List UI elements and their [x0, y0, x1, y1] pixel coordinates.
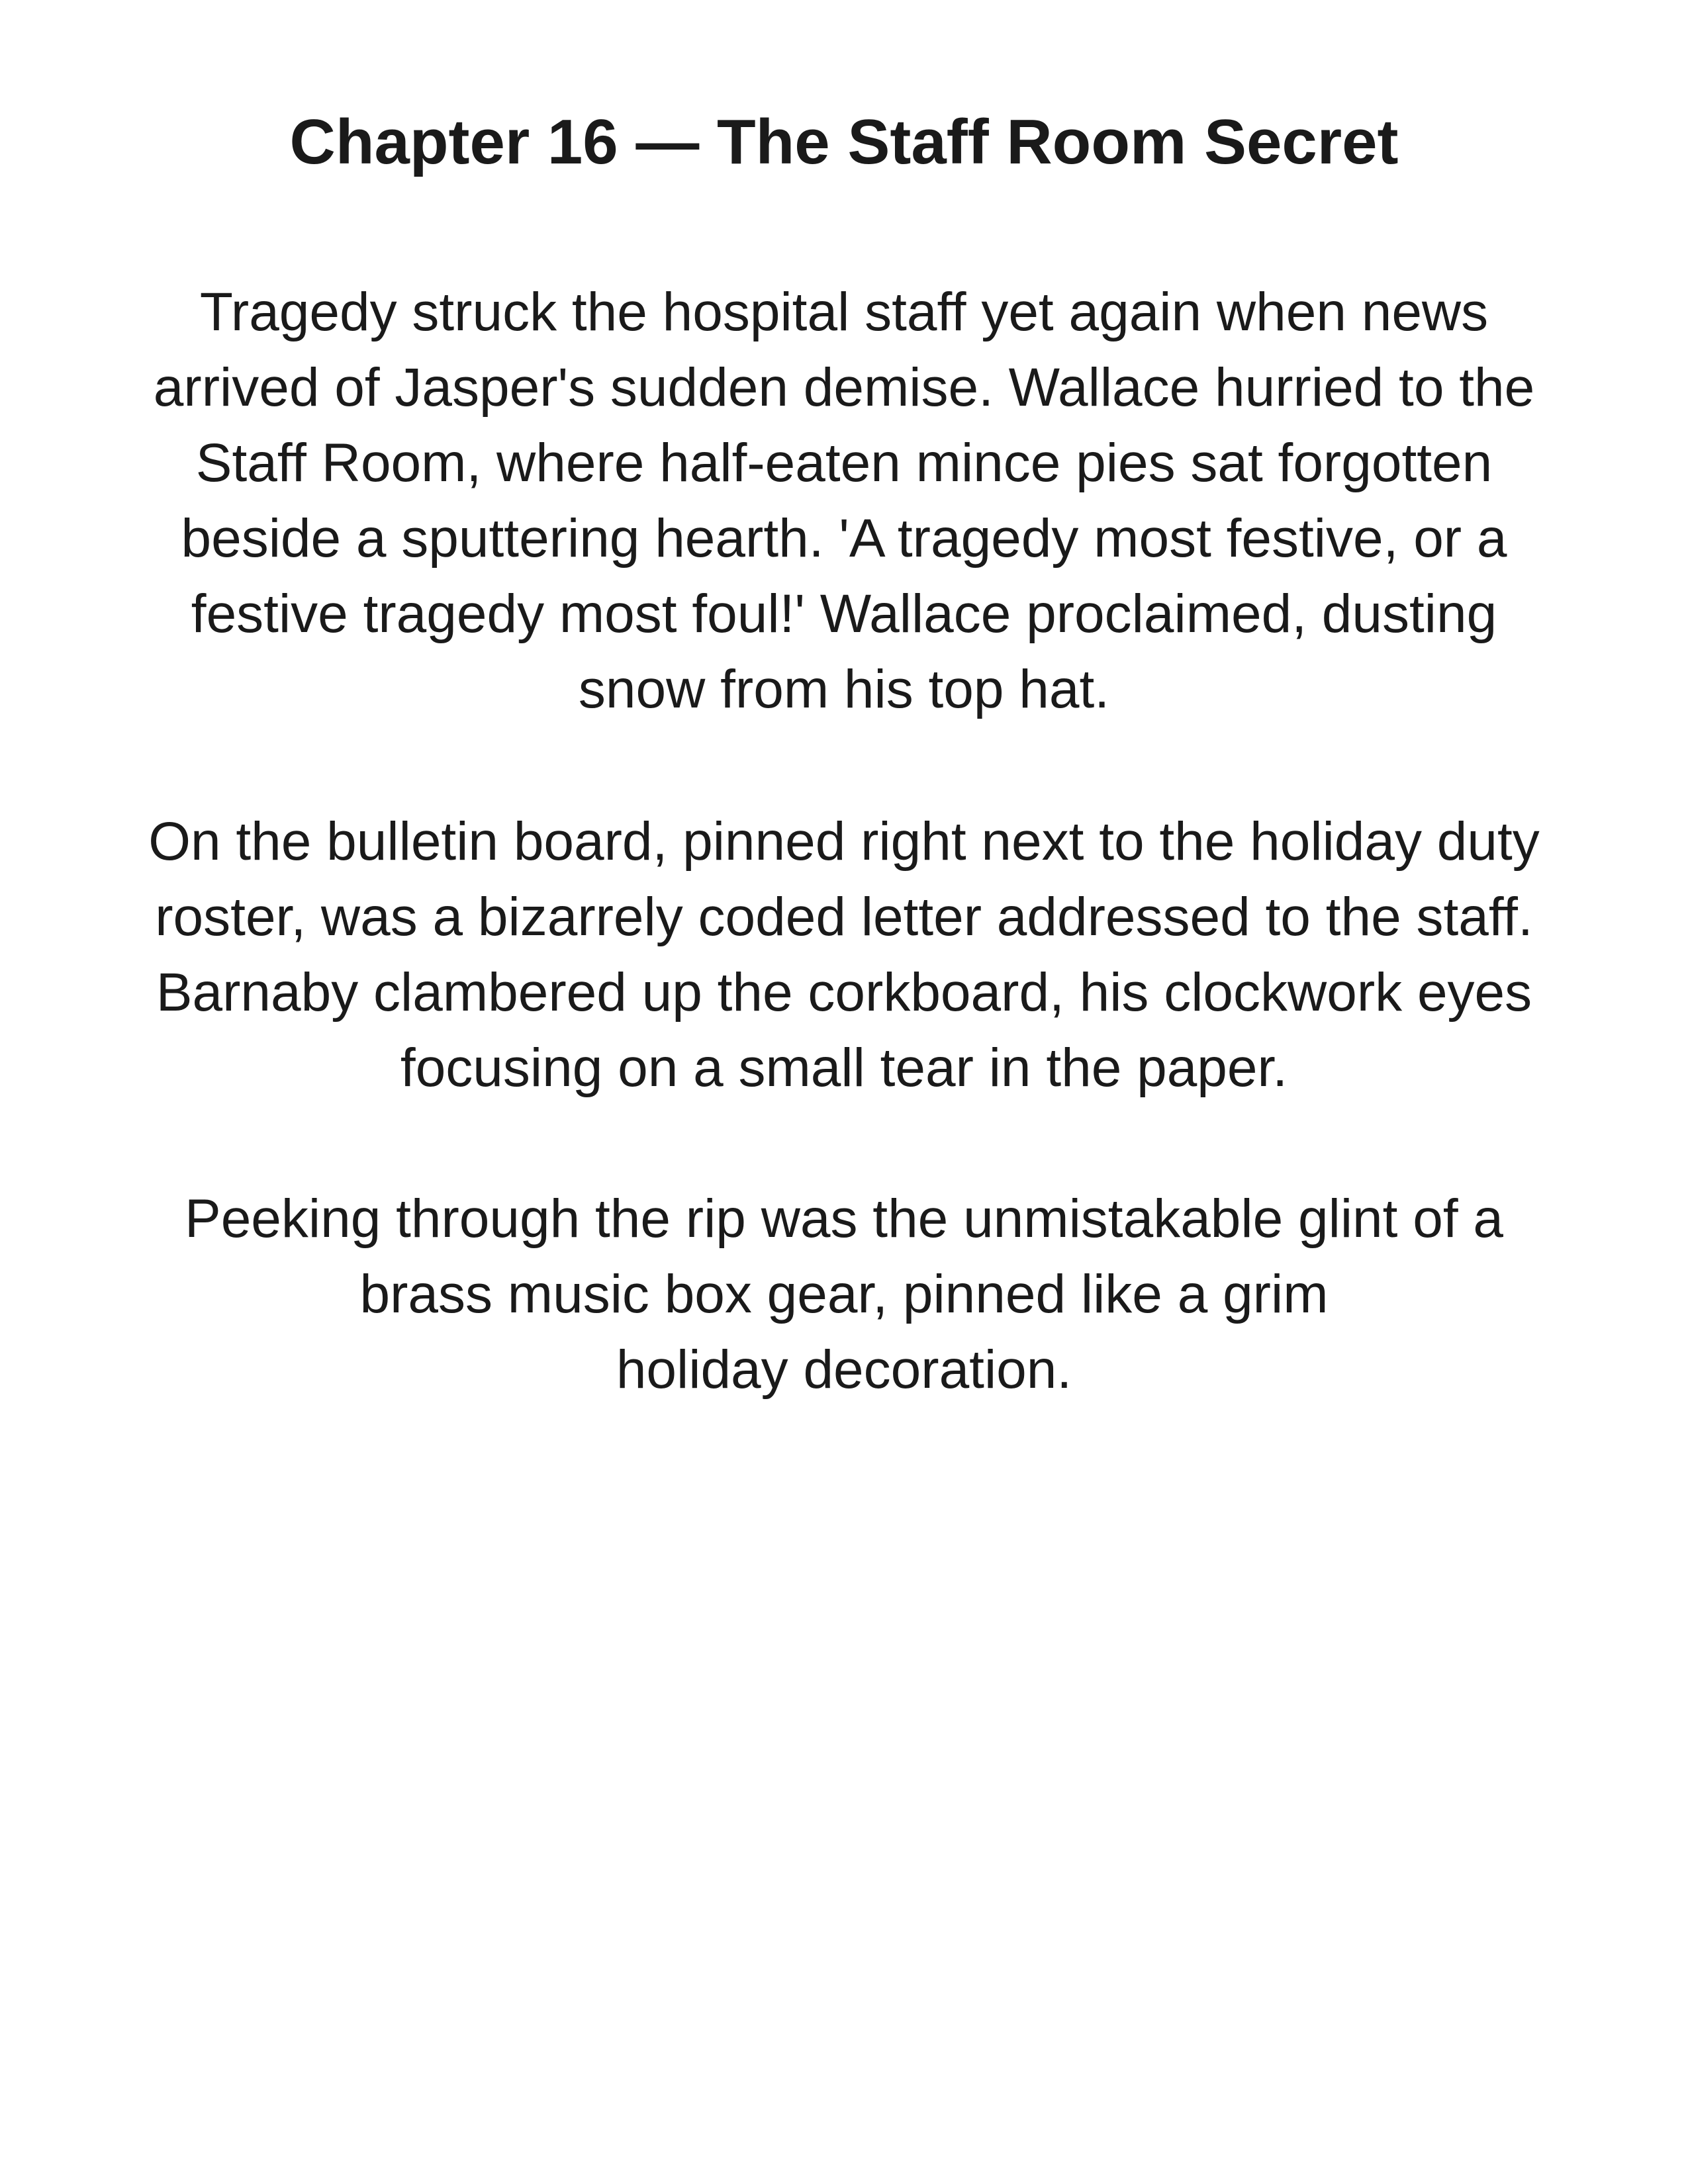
- paragraph-line: focusing on a small tear in the paper.: [400, 1038, 1288, 1098]
- paragraph-line: Peeking through the rip was the unmistakable glint of a: [185, 1189, 1503, 1249]
- paragraph-3: [116, 1181, 1572, 1408]
- paragraph-2: [116, 804, 1572, 1106]
- paragraph-line: snow from his top hat.: [578, 659, 1110, 719]
- paragraph-line: arrived of Jasper's sudden demise. Wallace hurried to the: [153, 357, 1535, 418]
- paragraph-1: [116, 275, 1572, 727]
- paragraph-line: Staff Room, where half-eaten mince pies sat forgotten: [195, 433, 1493, 493]
- paragraph-line: brass music box gear, pinned like a grim: [359, 1264, 1329, 1324]
- paragraph-line: On the bulletin board, pinned right next to the holiday duty: [148, 811, 1540, 872]
- paragraph-line: festive tragedy most foul!' Wallace proclaimed, dusting: [191, 584, 1497, 644]
- paragraph-line: Barnaby clambered up the corkboard, his clockwork eyes: [156, 962, 1532, 1023]
- paragraph-line: beside a sputtering hearth. 'A tragedy most festive, or a: [181, 508, 1507, 569]
- paragraph-line: roster, was a bizarrely coded letter addressed to the staff.: [155, 887, 1533, 947]
- chapter-title: Chapter 16 — The Staff Room Secret: [289, 107, 1399, 177]
- paragraph-line: Tragedy struck the hospital staff yet again when news: [199, 282, 1489, 342]
- paragraph-line: holiday decoration.: [616, 1340, 1072, 1400]
